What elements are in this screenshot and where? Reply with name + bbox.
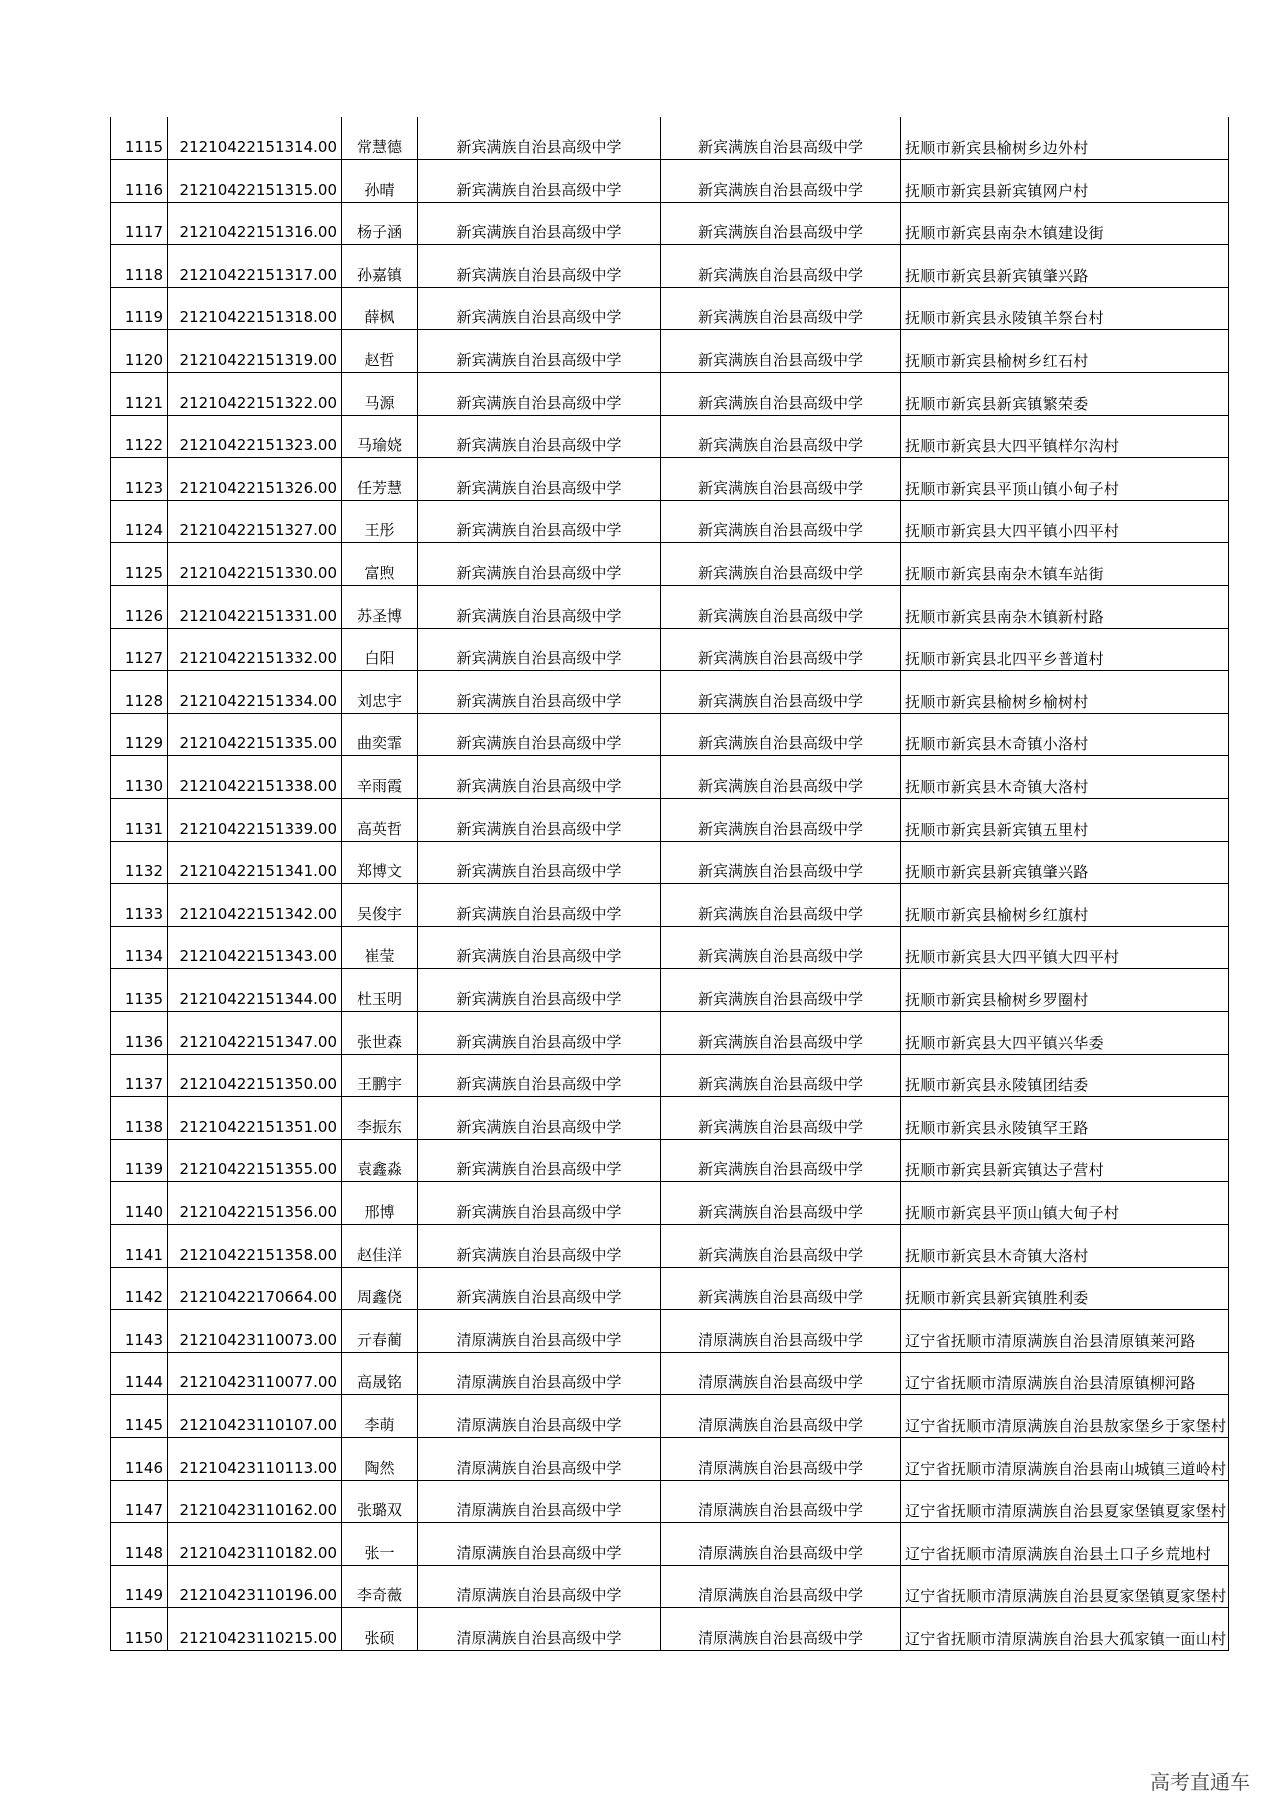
school-cell: 新宾满族自治县高级中学 [418,1224,661,1267]
table-row [111,756,1229,799]
row-number-cell: 1127 [111,628,168,671]
row-number-cell: 1123 [111,458,168,501]
table-row [111,586,1229,629]
admission-school-cell: 新宾满族自治县高级中学 [661,1267,901,1310]
table-row [111,713,1229,756]
table-row [111,1054,1229,1097]
admission-school-cell: 清原满族自治县高级中学 [661,1437,901,1480]
row-number-cell: 1135 [111,969,168,1012]
school-cell: 新宾满族自治县高级中学 [418,884,661,927]
table-row [111,1352,1229,1395]
row-number-cell: 1142 [111,1267,168,1310]
address-cell: 抚顺市新宾县大四平镇兴华委 [901,1011,1229,1054]
row-number-cell: 1130 [111,756,168,799]
student-name-cell: 袁鑫淼 [342,1139,418,1182]
school-cell: 新宾满族自治县高级中学 [418,799,661,842]
address-cell: 抚顺市新宾县榆树乡红石村 [901,330,1229,373]
school-cell: 新宾满族自治县高级中学 [418,543,661,586]
table-row [111,1182,1229,1225]
student-name-cell: 高英哲 [342,799,418,842]
table-row [111,1224,1229,1267]
student-name-cell: 赵佳洋 [342,1224,418,1267]
school-cell: 清原满族自治县高级中学 [418,1310,661,1353]
address-cell: 抚顺市新宾县北四平乡普道村 [901,628,1229,671]
table-row [111,1480,1229,1523]
student-name-cell: 邢博 [342,1182,418,1225]
student-name-cell: 曲奕霏 [342,713,418,756]
school-cell: 新宾满族自治县高级中学 [418,1011,661,1054]
student-name-cell: 李萌 [342,1395,418,1438]
row-number-cell: 1144 [111,1352,168,1395]
address-cell: 辽宁省抚顺市清原满族自治县南山城镇三道岭村 [901,1437,1229,1480]
admission-school-cell: 清原满族自治县高级中学 [661,1608,901,1651]
table-row [111,1267,1229,1310]
student-name-cell: 张一 [342,1523,418,1566]
address-cell: 辽宁省抚顺市清原满族自治县夏家堡镇夏家堡村 [901,1480,1229,1523]
admission-school-cell: 新宾满族自治县高级中学 [661,160,901,203]
admission-school-cell: 新宾满族自治县高级中学 [661,543,901,586]
candidate-id-cell: 21210423110073.00 [168,1310,342,1353]
school-cell: 清原满族自治县高级中学 [418,1437,661,1480]
admission-school-cell: 新宾满族自治县高级中学 [661,415,901,458]
candidate-id-cell: 21210422151330.00 [168,543,342,586]
student-name-cell: 任芳慧 [342,458,418,501]
table-row [111,458,1229,501]
address-cell: 抚顺市新宾县榆树乡红旗村 [901,884,1229,927]
table-row [111,799,1229,842]
address-cell: 抚顺市新宾县平顶山镇小甸子村 [901,458,1229,501]
admission-school-cell: 清原满族自治县高级中学 [661,1480,901,1523]
school-cell: 新宾满族自治县高级中学 [418,926,661,969]
candidate-id-cell: 21210422151327.00 [168,500,342,543]
row-number-cell: 1121 [111,373,168,416]
row-number-cell: 1129 [111,713,168,756]
student-name-cell: 孙嘉镇 [342,245,418,288]
admission-school-cell: 清原满族自治县高级中学 [661,1352,901,1395]
table-row [111,287,1229,330]
enrollment-table [110,117,1229,1651]
admission-school-cell: 新宾满族自治县高级中学 [661,245,901,288]
candidate-id-cell: 21210422151342.00 [168,884,342,927]
table-row [111,160,1229,203]
student-name-cell: 苏圣博 [342,586,418,629]
school-cell: 新宾满族自治县高级中学 [418,117,661,160]
candidate-id-cell: 21210423110196.00 [168,1565,342,1608]
table-row [111,1565,1229,1608]
student-name-cell: 马瑜娆 [342,415,418,458]
row-number-cell: 1150 [111,1608,168,1651]
address-cell: 抚顺市新宾县永陵镇罕王路 [901,1097,1229,1140]
address-cell: 辽宁省抚顺市清原满族自治县土口子乡荒地村 [901,1523,1229,1566]
address-cell: 抚顺市新宾县永陵镇团结委 [901,1054,1229,1097]
table-row [111,415,1229,458]
address-cell: 抚顺市新宾县大四平镇小四平村 [901,500,1229,543]
student-name-cell: 崔莹 [342,926,418,969]
admission-school-cell: 清原满族自治县高级中学 [661,1310,901,1353]
student-name-cell: 常慧德 [342,117,418,160]
candidate-id-cell: 21210423110077.00 [168,1352,342,1395]
address-cell: 抚顺市新宾县新宾镇五里村 [901,799,1229,842]
table-row [111,628,1229,671]
address-cell: 抚顺市新宾县新宾镇繁荣委 [901,373,1229,416]
school-cell: 新宾满族自治县高级中学 [418,969,661,1012]
address-cell: 抚顺市新宾县南杂木镇新村路 [901,586,1229,629]
row-number-cell: 1120 [111,330,168,373]
admission-school-cell: 新宾满族自治县高级中学 [661,1011,901,1054]
student-name-cell: 富煦 [342,543,418,586]
row-number-cell: 1146 [111,1437,168,1480]
admission-school-cell: 新宾满族自治县高级中学 [661,117,901,160]
address-cell: 抚顺市新宾县榆树乡边外村 [901,117,1229,160]
table-row [111,1608,1229,1651]
school-cell: 新宾满族自治县高级中学 [418,671,661,714]
row-number-cell: 1132 [111,841,168,884]
candidate-id-cell: 21210423110162.00 [168,1480,342,1523]
candidate-id-cell: 21210422151347.00 [168,1011,342,1054]
admission-school-cell: 新宾满族自治县高级中学 [661,586,901,629]
row-number-cell: 1128 [111,671,168,714]
address-cell: 辽宁省抚顺市清原满族自治县大孤家镇一面山村 [901,1608,1229,1651]
row-number-cell: 1138 [111,1097,168,1140]
admission-school-cell: 清原满族自治县高级中学 [661,1395,901,1438]
school-cell: 新宾满族自治县高级中学 [418,1182,661,1225]
address-cell: 抚顺市新宾县榆树乡罗圈村 [901,969,1229,1012]
student-name-cell: 张世森 [342,1011,418,1054]
address-cell: 抚顺市新宾县木奇镇大洛村 [901,756,1229,799]
address-cell: 抚顺市新宾县木奇镇小洛村 [901,713,1229,756]
candidate-id-cell: 21210422151316.00 [168,202,342,245]
row-number-cell: 1116 [111,160,168,203]
school-cell: 新宾满族自治县高级中学 [418,1097,661,1140]
candidate-id-cell: 21210422151341.00 [168,841,342,884]
admission-school-cell: 新宾满族自治县高级中学 [661,1054,901,1097]
school-cell: 新宾满族自治县高级中学 [418,160,661,203]
student-name-cell: 高晟铭 [342,1352,418,1395]
address-cell: 抚顺市新宾县平顶山镇大甸子村 [901,1182,1229,1225]
address-cell: 抚顺市新宾县南杂木镇车站街 [901,543,1229,586]
table-row [111,373,1229,416]
row-number-cell: 1124 [111,500,168,543]
admission-school-cell: 新宾满族自治县高级中学 [661,202,901,245]
table-row [111,1139,1229,1182]
address-cell: 抚顺市新宾县大四平镇样尔沟村 [901,415,1229,458]
student-name-cell: 李奇薇 [342,1565,418,1608]
address-cell: 抚顺市新宾县大四平镇大四平村 [901,926,1229,969]
student-name-cell: 吴俊宇 [342,884,418,927]
admission-school-cell: 新宾满族自治县高级中学 [661,1182,901,1225]
table-row [111,330,1229,373]
row-number-cell: 1149 [111,1565,168,1608]
candidate-id-cell: 21210422151323.00 [168,415,342,458]
table-row [111,202,1229,245]
table-row [111,926,1229,969]
candidate-id-cell: 21210422151338.00 [168,756,342,799]
admission-school-cell: 新宾满族自治县高级中学 [661,1097,901,1140]
school-cell: 新宾满族自治县高级中学 [418,245,661,288]
admission-school-cell: 新宾满族自治县高级中学 [661,1224,901,1267]
watermark: 高考直通车 [1150,1770,1250,1794]
table-row [111,1097,1229,1140]
address-cell: 抚顺市新宾县新宾镇网户村 [901,160,1229,203]
candidate-id-cell: 21210423110113.00 [168,1437,342,1480]
table-row [111,245,1229,288]
table-row [111,1523,1229,1566]
address-cell: 抚顺市新宾县木奇镇大洛村 [901,1224,1229,1267]
student-name-cell: 张硕 [342,1608,418,1651]
admission-school-cell: 新宾满族自治县高级中学 [661,671,901,714]
school-cell: 新宾满族自治县高级中学 [418,500,661,543]
admission-school-cell: 新宾满族自治县高级中学 [661,926,901,969]
student-name-cell: 郑博文 [342,841,418,884]
address-cell: 抚顺市新宾县南杂木镇建设街 [901,202,1229,245]
student-name-cell: 亓春蔺 [342,1310,418,1353]
student-name-cell: 王鹏宇 [342,1054,418,1097]
student-name-cell: 赵哲 [342,330,418,373]
table-body [111,117,1229,1650]
candidate-id-cell: 21210422151339.00 [168,799,342,842]
table-row [111,969,1229,1012]
row-number-cell: 1131 [111,799,168,842]
address-cell: 辽宁省抚顺市清原满族自治县清原镇柳河路 [901,1352,1229,1395]
school-cell: 清原满族自治县高级中学 [418,1352,661,1395]
candidate-id-cell: 21210422151317.00 [168,245,342,288]
student-name-cell: 杜玉明 [342,969,418,1012]
school-cell: 新宾满族自治县高级中学 [418,1267,661,1310]
student-name-cell: 辛雨霞 [342,756,418,799]
student-name-cell: 王彤 [342,500,418,543]
row-number-cell: 1137 [111,1054,168,1097]
admission-school-cell: 新宾满族自治县高级中学 [661,756,901,799]
candidate-id-cell: 21210422151319.00 [168,330,342,373]
student-name-cell: 陶然 [342,1437,418,1480]
row-number-cell: 1126 [111,586,168,629]
candidate-id-cell: 21210422151315.00 [168,160,342,203]
admission-school-cell: 新宾满族自治县高级中学 [661,373,901,416]
school-cell: 新宾满族自治县高级中学 [418,458,661,501]
candidate-id-cell: 21210422151335.00 [168,713,342,756]
candidate-id-cell: 21210422151343.00 [168,926,342,969]
student-name-cell: 白阳 [342,628,418,671]
school-cell: 新宾满族自治县高级中学 [418,202,661,245]
school-cell: 清原满族自治县高级中学 [418,1608,661,1651]
admission-school-cell: 新宾满族自治县高级中学 [661,458,901,501]
candidate-id-cell: 21210422151331.00 [168,586,342,629]
row-number-cell: 1143 [111,1310,168,1353]
candidate-id-cell: 21210422151318.00 [168,287,342,330]
school-cell: 新宾满族自治县高级中学 [418,415,661,458]
admission-school-cell: 新宾满族自治县高级中学 [661,969,901,1012]
table-row [111,1437,1229,1480]
row-number-cell: 1122 [111,415,168,458]
table-row [111,1395,1229,1438]
row-number-cell: 1117 [111,202,168,245]
candidate-id-cell: 21210422151344.00 [168,969,342,1012]
student-name-cell: 马源 [342,373,418,416]
student-name-cell: 张璐双 [342,1480,418,1523]
candidate-id-cell: 21210423110215.00 [168,1608,342,1651]
row-number-cell: 1118 [111,245,168,288]
candidate-id-cell: 21210422151358.00 [168,1224,342,1267]
admission-school-cell: 清原满族自治县高级中学 [661,1565,901,1608]
admission-school-cell: 新宾满族自治县高级中学 [661,1139,901,1182]
admission-school-cell: 新宾满族自治县高级中学 [661,713,901,756]
row-number-cell: 1136 [111,1011,168,1054]
table-row [111,884,1229,927]
school-cell: 新宾满族自治县高级中学 [418,373,661,416]
address-cell: 辽宁省抚顺市清原满族自治县敖家堡乡于家堡村 [901,1395,1229,1438]
candidate-id-cell: 21210422151334.00 [168,671,342,714]
row-number-cell: 1145 [111,1395,168,1438]
student-name-cell: 薛枫 [342,287,418,330]
table-row [111,117,1229,160]
admission-school-cell: 新宾满族自治县高级中学 [661,799,901,842]
table-row [111,500,1229,543]
row-number-cell: 1119 [111,287,168,330]
candidate-id-cell: 21210422151322.00 [168,373,342,416]
table-row [111,841,1229,884]
candidate-id-cell: 21210422151332.00 [168,628,342,671]
school-cell: 新宾满族自治县高级中学 [418,713,661,756]
candidate-id-cell: 21210422151356.00 [168,1182,342,1225]
address-cell: 抚顺市新宾县新宾镇肇兴路 [901,245,1229,288]
student-name-cell: 李振东 [342,1097,418,1140]
school-cell: 新宾满族自治县高级中学 [418,1139,661,1182]
row-number-cell: 1134 [111,926,168,969]
student-name-cell: 杨子涵 [342,202,418,245]
school-cell: 新宾满族自治县高级中学 [418,1054,661,1097]
row-number-cell: 1140 [111,1182,168,1225]
candidate-id-cell: 21210423110182.00 [168,1523,342,1566]
address-cell: 抚顺市新宾县新宾镇肇兴路 [901,841,1229,884]
admission-school-cell: 新宾满族自治县高级中学 [661,287,901,330]
address-cell: 辽宁省抚顺市清原满族自治县夏家堡镇夏家堡村 [901,1565,1229,1608]
table-row [111,671,1229,714]
candidate-id-cell: 21210422151326.00 [168,458,342,501]
school-cell: 新宾满族自治县高级中学 [418,628,661,671]
candidate-id-cell: 21210423110107.00 [168,1395,342,1438]
school-cell: 新宾满族自治县高级中学 [418,841,661,884]
student-name-cell: 周鑫侥 [342,1267,418,1310]
row-number-cell: 1141 [111,1224,168,1267]
table-row [111,1310,1229,1353]
row-number-cell: 1147 [111,1480,168,1523]
candidate-id-cell: 21210422151351.00 [168,1097,342,1140]
address-cell: 抚顺市新宾县新宾镇达子营村 [901,1139,1229,1182]
candidate-id-cell: 21210422151350.00 [168,1054,342,1097]
admission-school-cell: 新宾满族自治县高级中学 [661,841,901,884]
admission-school-cell: 清原满族自治县高级中学 [661,1523,901,1566]
table-row [111,1011,1229,1054]
school-cell: 新宾满族自治县高级中学 [418,586,661,629]
address-cell: 抚顺市新宾县榆树乡榆树村 [901,671,1229,714]
row-number-cell: 1115 [111,117,168,160]
address-cell: 抚顺市新宾县永陵镇羊祭台村 [901,287,1229,330]
address-cell: 抚顺市新宾县新宾镇胜利委 [901,1267,1229,1310]
admission-school-cell: 新宾满族自治县高级中学 [661,884,901,927]
admission-school-cell: 新宾满族自治县高级中学 [661,330,901,373]
row-number-cell: 1133 [111,884,168,927]
school-cell: 新宾满族自治县高级中学 [418,330,661,373]
school-cell: 清原满族自治县高级中学 [418,1523,661,1566]
admission-school-cell: 新宾满族自治县高级中学 [661,500,901,543]
address-cell: 辽宁省抚顺市清原满族自治县清原镇莱河路 [901,1310,1229,1353]
student-name-cell: 孙晴 [342,160,418,203]
student-name-cell: 刘忠宇 [342,671,418,714]
school-cell: 新宾满族自治县高级中学 [418,287,661,330]
school-cell: 新宾满族自治县高级中学 [418,756,661,799]
admission-school-cell: 新宾满族自治县高级中学 [661,628,901,671]
candidate-id-cell: 21210422170664.00 [168,1267,342,1310]
school-cell: 清原满族自治县高级中学 [418,1480,661,1523]
candidate-id-cell: 21210422151314.00 [168,117,342,160]
school-cell: 清原满族自治县高级中学 [418,1395,661,1438]
table-row [111,543,1229,586]
row-number-cell: 1125 [111,543,168,586]
candidate-id-cell: 21210422151355.00 [168,1139,342,1182]
row-number-cell: 1148 [111,1523,168,1566]
school-cell: 清原满族自治县高级中学 [418,1565,661,1608]
row-number-cell: 1139 [111,1139,168,1182]
